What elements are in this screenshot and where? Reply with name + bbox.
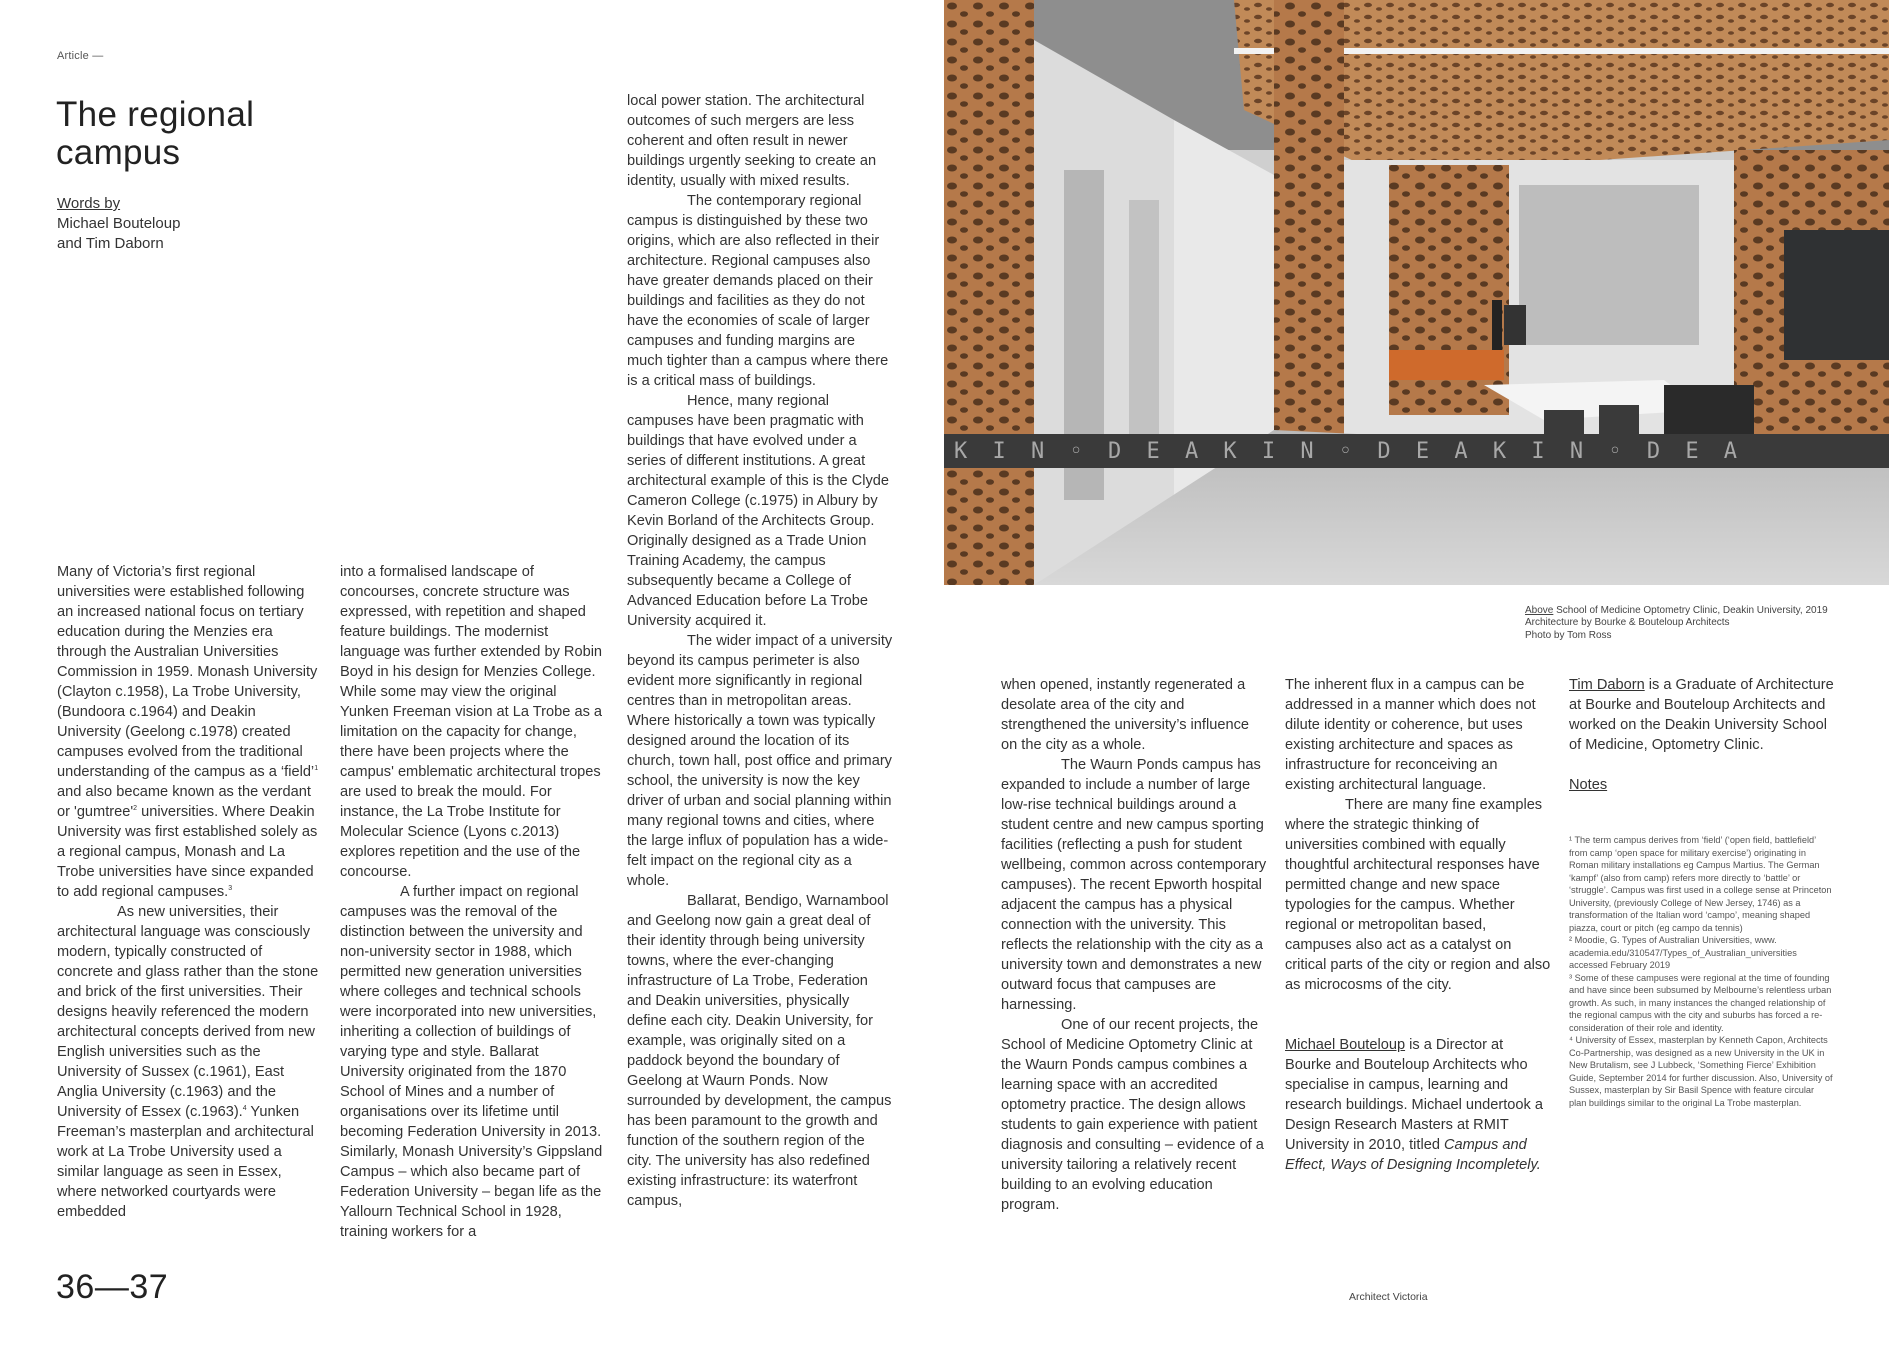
caption-label: Above <box>1525 605 1554 616</box>
glazing-band-text: K I N ◦ D E A K I N ◦ D E A K I N ◦ D E A <box>954 439 1744 464</box>
paragraph: One of our recent projects, the School of Medicine Optometry Clinic at the Waurn Ponds campus combines a learning space with an accredited optometry practice. The design allows students to gain experience with patient diagnosis and consulting – evidence of a university tailoring a relatively recent building to an evolving education program. <box>1001 1017 1264 1213</box>
magazine-name: Architect Victoria <box>1349 1291 1428 1303</box>
byline-authors: and Tim Daborn <box>57 235 164 252</box>
body-column-6 <box>1569 675 1839 795</box>
section-label: Article — <box>57 50 104 62</box>
body-column-4 <box>1001 675 1267 1215</box>
body-column-3 <box>627 91 893 1211</box>
author-bio: Tim Daborn is a Graduate of Architecture at Bourke and Bouteloup Architects and worked on the Deakin University School of Medicine, Optometry Clinic. <box>1569 677 1834 753</box>
body-column-1 <box>57 562 320 1222</box>
body-column-5 <box>1285 675 1551 1175</box>
article-title <box>56 96 356 172</box>
body-column-2 <box>340 562 603 1242</box>
footnote: ³ Some of these campuses were regional at the time of founding and have since been subsumed by Melbourne’s relentless urban growth. As such, in many instances the changed relationship of the regional campus with the city and suburbs has forced a re-consideration of their role and identity. <box>1569 972 1832 1033</box>
byline <box>57 194 180 254</box>
paragraph: Ballarat, Bendigo, Warnambool and Geelong now gain a great deal of their identity through being university towns, where the ever-changing infrastructure of La Trobe, Federation and Deakin universities, physically define each city. Deakin University, for example, was originally sited on a paddock beyond the boundary of Geelong at Waurn Ponds. Now surrounded by development, the campus has been paramount to the growth and function of the southern region of the city. The university has also redefined existing infrastructure: its waterfront campus, <box>627 893 892 1209</box>
paragraph: There are many fine examples where the strategic thinking of universities combined with equally thoughtful architectural responses have permitted change and new space typologies for the campus. Whether regional or metropolitan based, campuses also act as a catalyst on critical parts of the city or region and also as microcosms of the city. <box>1285 797 1551 993</box>
clinic-interior-illustration <box>944 0 1889 585</box>
footnote: ¹ The term campus derives from ‘field’ (‘open field, battlefield’ from camp ‘open space for military exercise’) originating in Roman military installations eg Campus Martius. The German ‘kampf’ (also from camp) refers more directly to ‘battle’ or ‘struggle’. Campus was first used in a college sense at Princeton University, (previously College of New Jersey, 1746) as a transformation of the Italian word ‘campo’, meaning shaped piazza, court or pitch (eg campo da tennis) <box>1569 835 1832 933</box>
paragraph: The Waurn Ponds campus has expanded to include a number of large low-rise technical buildings around a student centre and new campus sporting facilities (reflecting a push for student wellbeing, common across contemporary campuses). The recent Epworth hospital adjacent the campus has a physical connection with the university. This reflects the relationship with the city as a university town and demonstrates a new outward focus that campuses are harnessing. <box>1001 757 1267 1013</box>
paragraph: Many of Victoria’s first regional universities were established following an increased national focus on tertiary education during the Menzies era through the Australian Universities Commission in 1959. Monash University (Clayton c.1958), La Trobe University, (Bundoora c.1964) and Deakin University (Geelong c.1978) created campuses evolved from the traditional understanding of the campus as a ‘field’$^1$ and also became known as the verdant or '$gumtree'^2$ universities. Where Deakin University was first established solely as a regional campus, Monash and La Trobe universities have since expanded to add regional campuses.$^3$ <box>57 564 319 900</box>
book-title: Campus and Effect, Ways of Designing Incompletely. <box>1285 1137 1541 1173</box>
clinic-photo <box>944 0 1889 585</box>
byline-label: Words by <box>57 195 121 212</box>
title-line: campus <box>56 133 181 172</box>
photo-caption <box>1525 605 1865 642</box>
paragraph: into a formalised landscape of concourses, concrete structure was expressed, with repetition and shaped feature buildings. The modernist language was further extended by Robin Boyd in his design for Menzies College. While some may view the original Yunken Freeman vision at La Trobe as a limitation on the capacity for change, there have been projects where the campus' emblematic architectural tropes are used to break the mould. For instance, the La Trobe Institute for Molecular Science (Lyons c.2013) explores repetition and the use of the concourse. <box>340 564 603 880</box>
title-line: The regional <box>56 95 255 134</box>
footnote: ² Moodie, G. Types of Australian Universities, www. academia.edu/310547/Types_of_Australian_universities accessed February 2019 <box>1569 935 1797 970</box>
caption-line: Above School of Medicine Optometry Clinic, Deakin University, 2019 <box>1525 605 1828 616</box>
footnote-mark: 2 <box>133 805 138 813</box>
footnote-mark: 3 <box>228 885 233 893</box>
footnotes <box>1569 834 1834 1109</box>
footnote: ⁴ University of Essex, masterplan by Kenneth Capon, Architects Co-Partnership, was designed as a new University in the UK in New Brutalism, see J Lubbeck, ‘Something Fierce’ Exhibition Guide, September 2014 for further discussion. Also, University of Sussex, masterplan by Sir Basil Spence with feature circular plan buildings similar to the original La Trobe masterplan. <box>1569 1035 1833 1108</box>
caption-line: Photo by Tom Ross <box>1525 629 1612 641</box>
paragraph: The wider impact of a university beyond its campus perimeter is also evident more significantly in regional centres than in metropolitan areas. Where historically a town was typically designed around the location of its church, town hall, post office and primary school, the university is now the key driver of urban and social planning within many regional towns and cities, where the large influx of population has a wide-felt impact on the regional city as a whole. <box>627 633 893 889</box>
paragraph: local power station. The architectural outcomes of such mergers are less coherent and often result in newer buildings urgently seeking to create an identity, usually with mixed results. <box>627 93 877 189</box>
bio-name: Tim Daborn <box>1569 677 1645 693</box>
paragraph: As new universities, their architectural language was consciously modern, typically constructed of concrete and glass rather than the stone and brick of the first universities. Their designs heavily referenced the modern architectural concepts derived from new English universities such as the University of Sussex (c.1961), East Anglia University (c.1963) and the University of Essex (c.1963).$^4$ Yunken Freeman’s masterplan and architectural work at La Trobe University used a similar language as seen in Essex, where networked courtyards were embedded <box>57 904 319 1220</box>
paragraph: when opened, instantly regenerated a desolate area of the city and strengthened the university’s influence on the city as a whole. <box>1001 677 1249 753</box>
footnote-mark: 4 <box>242 1105 247 1113</box>
footnote-mark: 1 <box>314 765 319 773</box>
author-bio: Michael Bouteloup is a Director at Bourke and Bouteloup Architects who specialise in campus, learning and research buildings. Michael undertook a Design Research Masters at RMIT University in 2010, titled Campus and Effect, Ways of Designing Incompletely. <box>1285 1037 1543 1173</box>
paragraph: A further impact on regional campuses was the removal of the distinction between the university and non-university sector in 1988, which permitted new generation universities where colleges and technical schools were incorporated into new universities, inheriting a collection of buildings of varying type and style. Ballarat University originated from the 1870 School of Mines and a number of organisations over its lifetime until becoming Federation University in 2013. Similarly, Monash University’s Gippsland Campus – which also became part of Federation University – began life as the Yallourn Technical School in 1928, training workers for a <box>340 884 603 1240</box>
notes-heading: Notes <box>1569 777 1608 793</box>
byline-authors: Michael Bouteloup <box>57 215 181 232</box>
paragraph: The inherent flux in a campus can be addressed in a manner which does not dilute identity or coherence, but uses existing architecture and spaces as infrastructure for reconceiving an existing architectural language. <box>1285 677 1536 793</box>
page-numbers: 36—37 <box>56 1268 169 1306</box>
paragraph: Hence, many regional campuses have been pragmatic with buildings that have evolved under a series of different institutions. A great architectural example of this is the Clyde Cameron College (c.1975) in Albury by Kevin Borland of the Architects Group. Originally designed as a Trade Union Training Academy, the campus subsequently became a College of Advanced Education before La Trobe University acquired it. <box>627 393 889 629</box>
paragraph: The contemporary regional campus is distinguished by these two origins, which are also reflected in their architecture. Regional campuses also have greater demands placed on their buildings and facilities as they do not have the economies of scale of larger campuses and funding margins are much tighter than a campus where there is a critical mass of buildings. <box>627 193 889 389</box>
bio-name: Michael Bouteloup <box>1285 1037 1406 1053</box>
caption-line: Architecture by Bourke & Bouteloup Architects <box>1525 617 1730 629</box>
